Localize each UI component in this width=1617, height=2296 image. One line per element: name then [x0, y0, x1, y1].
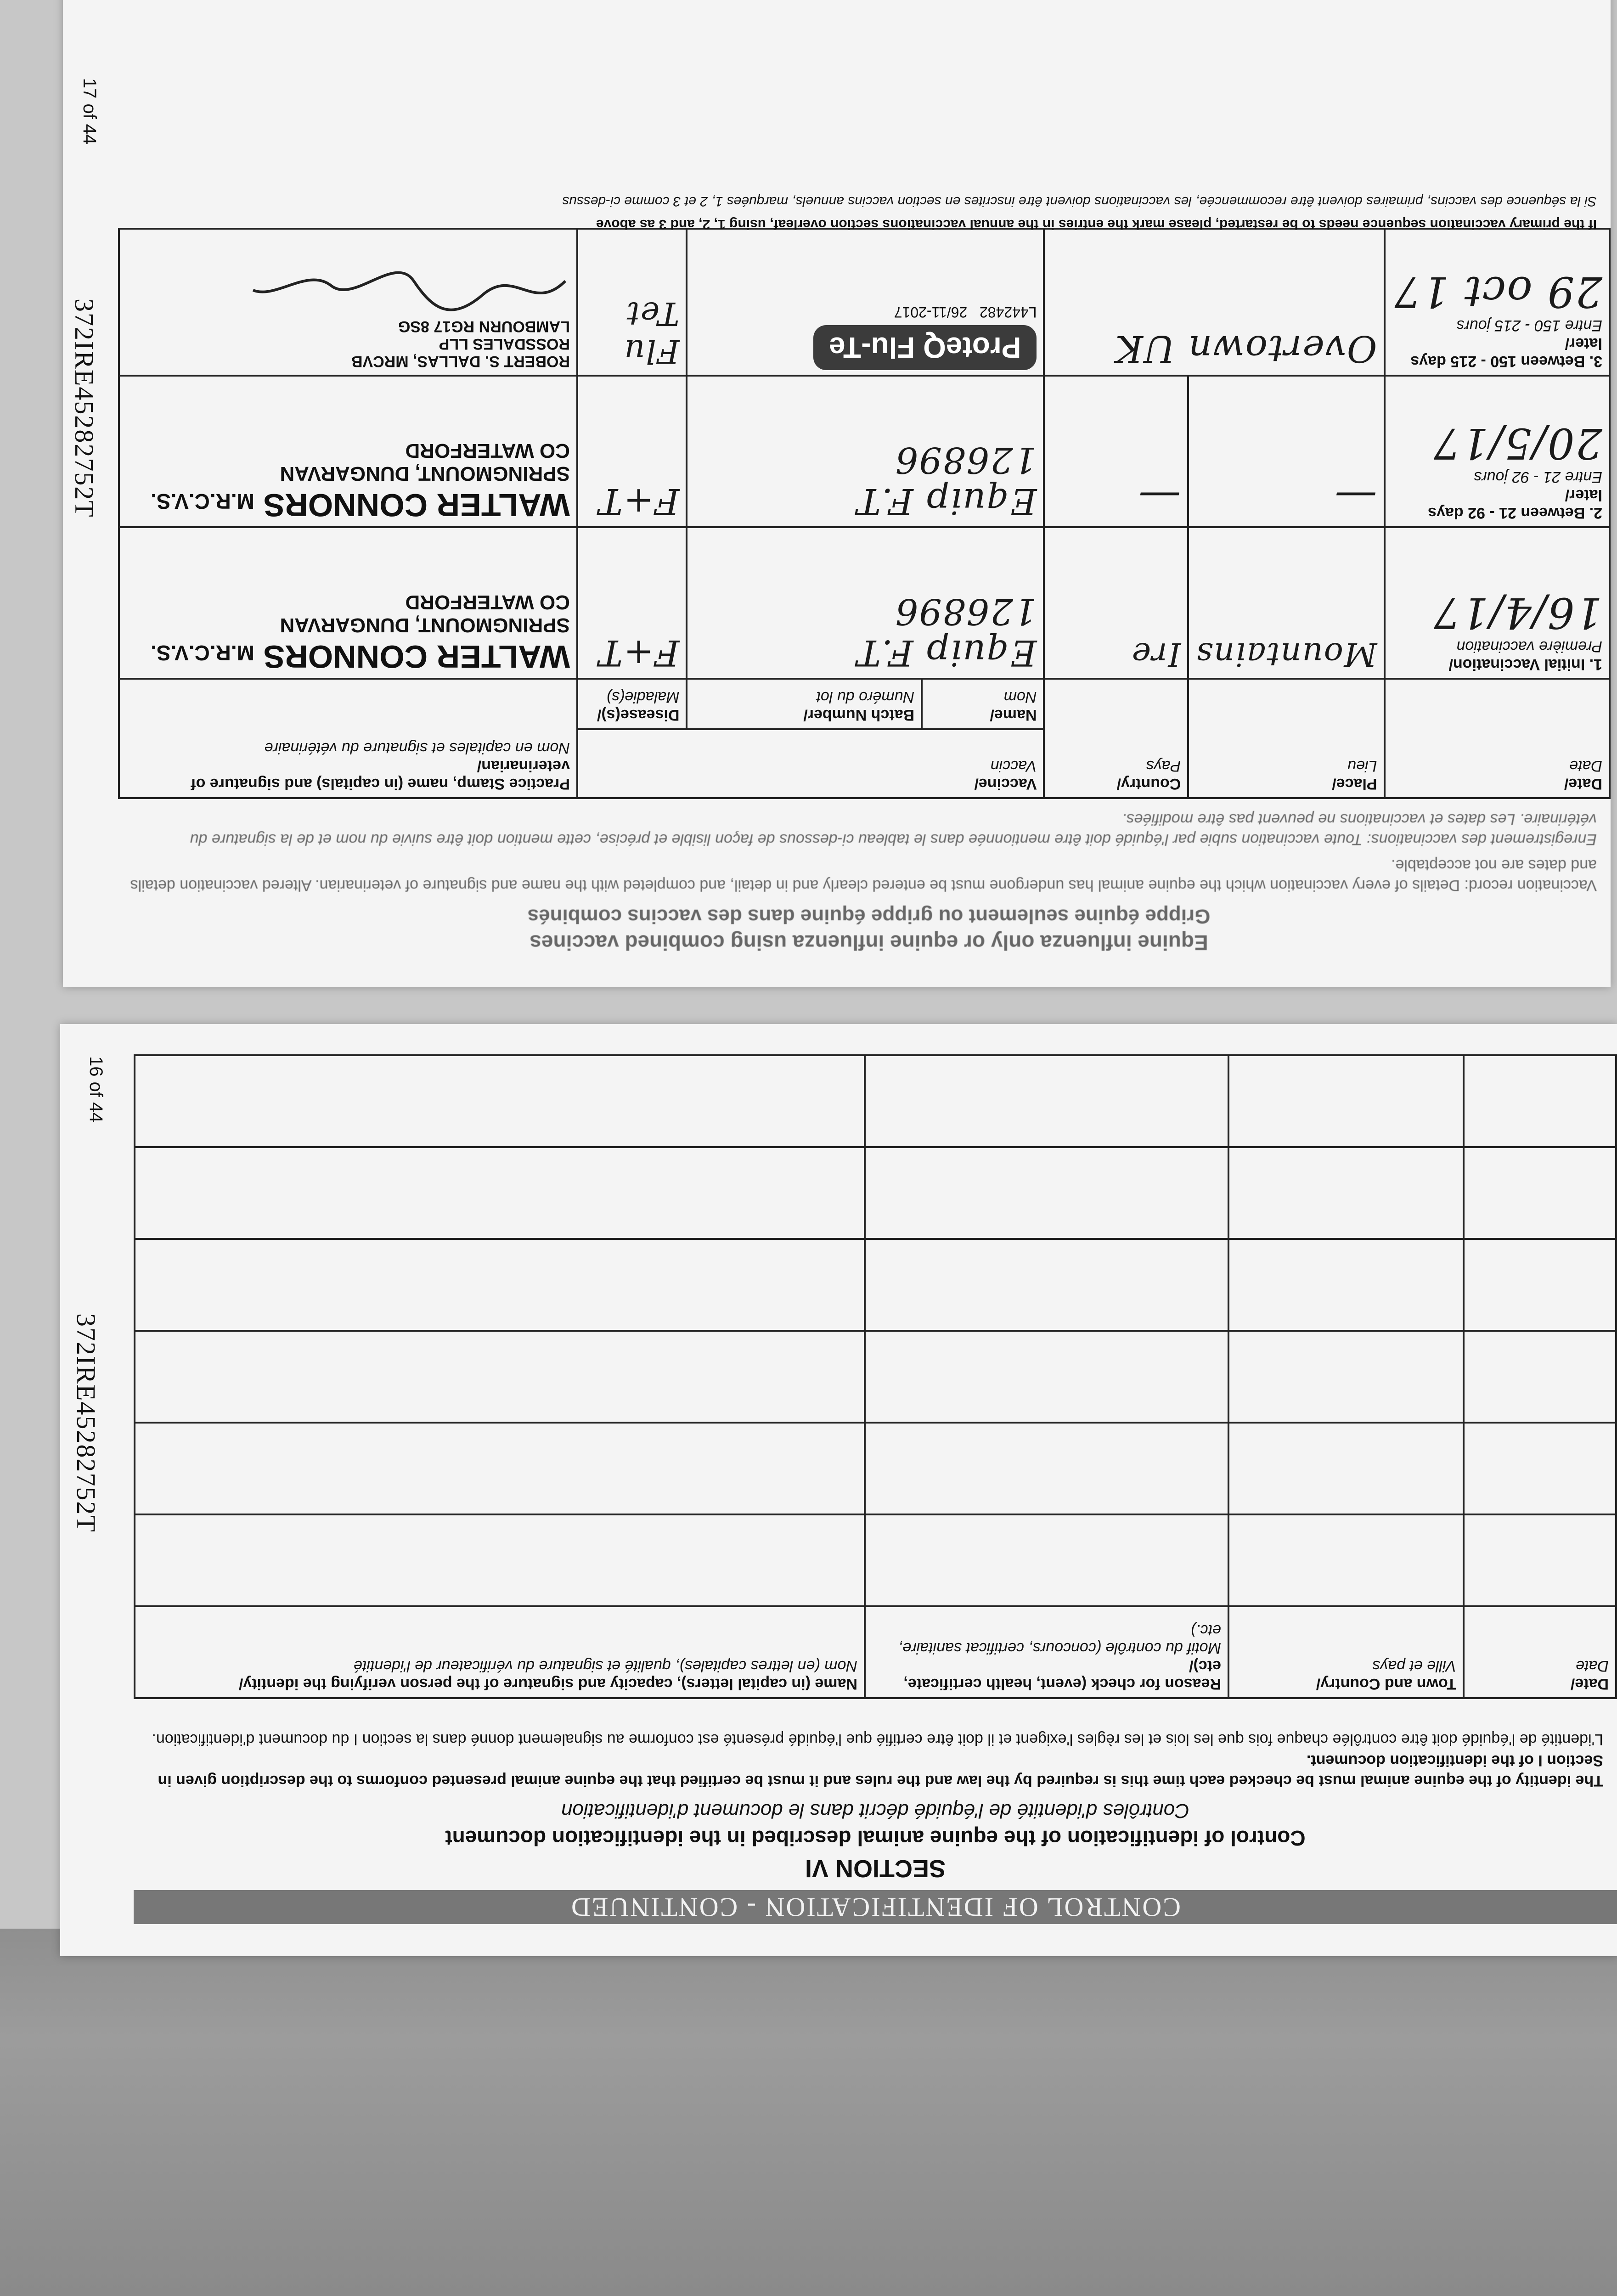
vaccination-row-3	[119, 229, 1610, 376]
footer-note-en: If the primary vaccination sequence needs to be restarted, please mark the entries in the annual vaccinations section overleaf, using 1, 2, and 3 as above	[596, 217, 1597, 232]
table-row	[135, 1514, 1616, 1606]
col-name-header: Name/ Nom	[922, 679, 1044, 729]
row-1-disease: F+T	[577, 527, 687, 679]
col-batch-header: Batch Number/ Numéro du lot	[687, 679, 922, 729]
page-17	[63, 0, 1611, 987]
table-row	[135, 1423, 1616, 1514]
identity-check-table	[134, 1054, 1617, 1699]
vaccination-header-fr: Grippe équine seulement ou grippe équine dans des vaccins combinés	[527, 905, 1211, 928]
instructions-en: The identity of the equine animal must be checked each time this is required by the law and the rules and it must be certified that the equine animal presented conforms to the description given in Section I of the identification document.	[158, 1752, 1603, 1790]
col-vaccine-header: Vaccine/ Vaccin	[577, 729, 1044, 798]
row-2-date: 20/5/17	[1433, 419, 1602, 468]
header-bar: CONTROL OF IDENTIFICATION - CONTINUED	[134, 1890, 1617, 1924]
row-1-vaccine-batch: Equip F.T 126896	[687, 527, 1044, 679]
col-disease-header: Disease(s)/ Maladie(s)	[577, 679, 687, 729]
row-2-disease: F+T	[577, 376, 687, 527]
row-3-vet-stamp: ROBERT S. DALLAS, MRCVB ROSSDALES LLP LAMBOURN RG17 8SG	[119, 229, 577, 376]
col-verifier-header: Name (in capital letters), capacity and signature of the person verifying the identity/ Nom (en lettres capitales), qualité et signature du vérificateur de l'identité	[135, 1606, 865, 1698]
col-date-header: Date/ Date	[1385, 679, 1610, 798]
side-serial-code: 372IRE45282752T	[71, 1313, 101, 1533]
row-3-date: 29 oct 17	[1393, 267, 1602, 316]
vaccination-row-2	[119, 376, 1610, 527]
row-3-vaccine-label: ProteQ Flu-Te L442482 26/11-2017	[687, 229, 1044, 376]
col-place-header: Place/ Lieu	[1188, 679, 1384, 798]
row-3-date-cell: 3. Between 150 - 215 days later/ Entre 150 - 215 jours 29 oct 17	[1385, 229, 1610, 376]
col-country-header: Country/ Pays	[1044, 679, 1189, 798]
row-2-country: —	[1044, 376, 1189, 527]
side-serial-code: 372IRE45282752T	[69, 298, 99, 518]
footer-note-fr: Si la séquence des vaccins, primaires doivent être recommencée, les vaccinations doivent être inscrites en section vaccins annuels, marquées 1, 2 et 3 comme ci-dessus	[562, 194, 1597, 209]
table-row	[135, 1331, 1616, 1423]
page-16	[60, 1024, 1617, 1956]
table-row	[135, 1147, 1616, 1239]
vaccination-note-en: Vaccination record: Details of every vaccination which the equine animal has undergone must be entered clearly and in detail, and completed with the name and signature of veterinarian. Altered vaccination details and dates are not acceptable.	[130, 856, 1597, 894]
row-1-vet-stamp: WALTER CONNORS M.R.C.V.S. SPRINGMOUNT, DUNGARVAN CO WATERFORD	[119, 527, 577, 679]
vaccination-note-fr: Enregistrement des vaccinations: Toute vaccination subie par l'équidé doit être mentionnée dans le tableau ci-dessous de façon lisible et précise, cette mention doit être suivie du nom et de la signature du vétérinaire. Les dates et vaccinations ne peuvent pas être modifiées.	[190, 810, 1597, 848]
row-3-disease: Flu Tet	[577, 229, 687, 376]
table-row	[135, 1055, 1616, 1147]
col-date-header: Date/ Date	[1464, 1606, 1616, 1698]
col-town-header: Town and Country/ Ville et pays	[1228, 1606, 1464, 1698]
row-3-place: Overtown UK	[1044, 229, 1385, 376]
table-row	[135, 1239, 1616, 1331]
row-2-vaccine-batch: Equip F.T 126896	[687, 376, 1044, 527]
col-stamp-header: Practice Stamp, name (in capitals) and signature of veterinarian/ Nom en capitales et signature du vétérinaire	[119, 679, 577, 798]
row-1-date: 16/4/17	[1433, 588, 1602, 637]
row-2-vet-stamp: WALTER CONNORS M.R.C.V.S. SPRINGMOUNT, DUNGARVAN CO WATERFORD	[119, 376, 577, 527]
instructions-fr: L'identité de l'équidé doit être contrôlée chaque fois que les lois et les règles l'exigent et il doit être certifié que l'équidé présenté est conforme au signalement donné dans la section I du document d'identification.	[152, 1731, 1603, 1748]
col-reason-header: Reason for check (event, health certificate, etc)/ Motif du contrôle (concours, certificat sanitaire, etc.)	[865, 1606, 1228, 1698]
row-1-date-cell: 1. Initial Vaccination/ Première vaccination 16/4/17	[1385, 527, 1610, 679]
vaccination-row-1	[119, 527, 1610, 679]
row-2-place: —	[1188, 376, 1384, 527]
vaccination-table	[118, 228, 1611, 799]
row-1-country: Ire	[1044, 527, 1189, 679]
section-heading: SECTION VI	[805, 1855, 946, 1882]
vaccine-label-sticker: ProteQ Flu-Te	[813, 325, 1037, 370]
section-title-en: Control of identification of the equine animal described in the identification document	[445, 1826, 1306, 1850]
row-2-date-cell: 2. Between 21 - 92 days later/ Entre 21 - 92 jours 20/5/17	[1385, 376, 1610, 527]
page-number: 16 of 44	[86, 1056, 106, 1123]
vet-signature	[126, 249, 570, 318]
vaccination-header-en: Equine influenza only or equine influenza using combined vaccines	[530, 931, 1208, 955]
row-1-place: Mountains	[1188, 527, 1384, 679]
section-title-fr: Contrôles d'identité de l'équidé décrit dans le document d'identification	[561, 1800, 1190, 1822]
page-number: 17 of 44	[79, 78, 100, 145]
